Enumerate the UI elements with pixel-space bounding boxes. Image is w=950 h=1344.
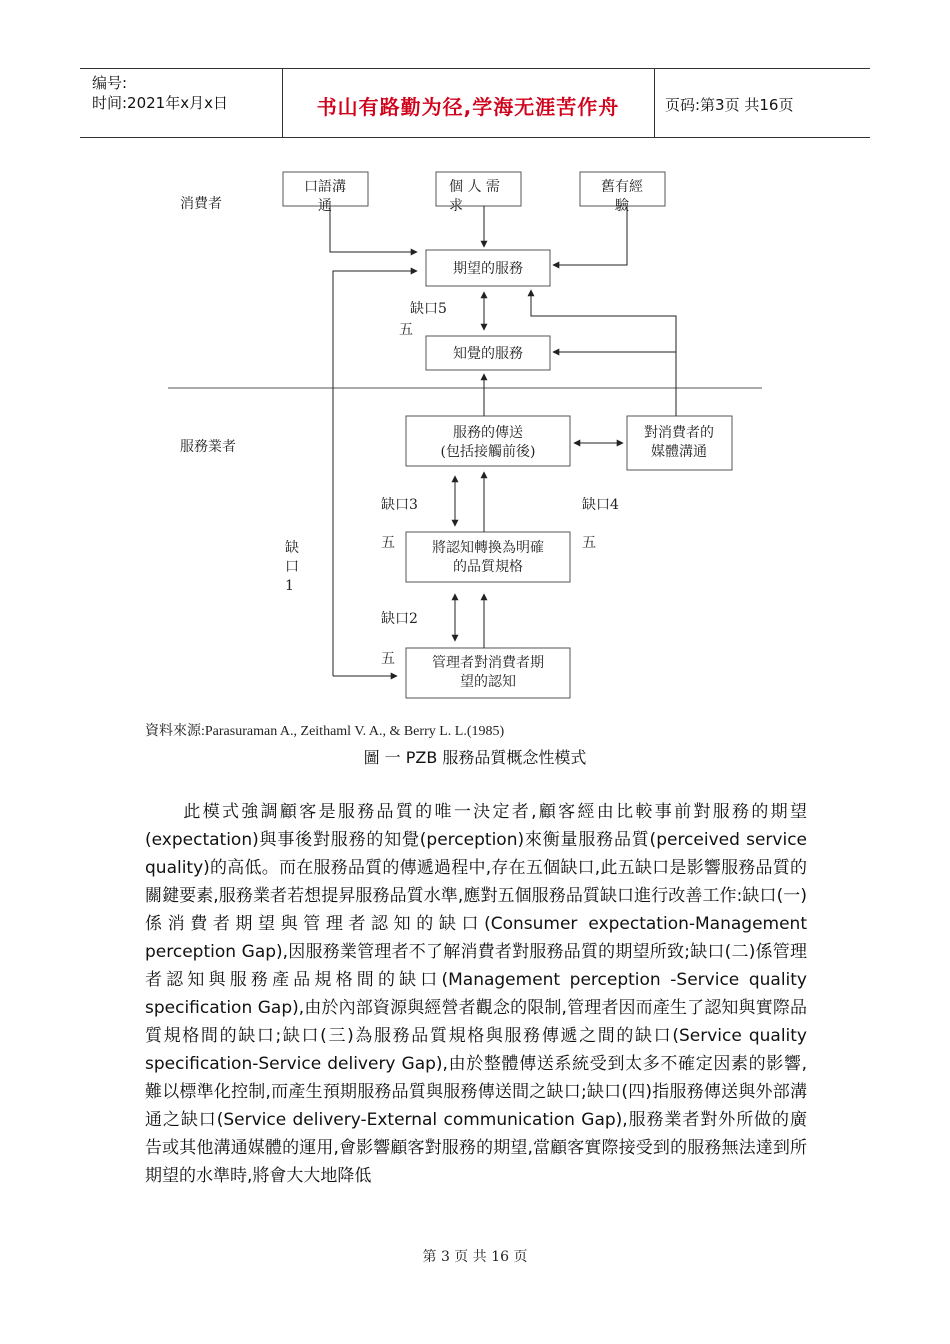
header-meta-cell	[80, 69, 283, 137]
page-header	[80, 68, 870, 138]
date-label: 时间:2021年x月x日	[92, 94, 228, 112]
gap2-sub: 五	[381, 651, 395, 667]
box-delivery-text2: (包括接觸前後)	[440, 444, 536, 460]
figure-title: 圖 一 PZB 服務品質概念性模式	[363, 748, 587, 767]
gap2-label: 缺口2	[381, 611, 418, 627]
arrow-external-perceived	[553, 352, 676, 416]
gap5-sub: 五	[399, 322, 413, 338]
box-delivery-text1: 服務的傳送	[453, 425, 523, 441]
box-past-text2: 驗	[615, 198, 629, 214]
box-wom-text2: 通	[318, 198, 332, 214]
gap4-sub: 五	[582, 535, 596, 551]
box-external-text1: 對消費者的	[644, 425, 714, 441]
box-needs-text1: 個 人 需	[449, 179, 500, 195]
box-needs-text2: 求	[449, 198, 463, 214]
box-specs-text1: 將認知轉換為明確	[432, 540, 544, 556]
gap3-label: 缺口3	[381, 497, 418, 513]
arrow-past	[553, 206, 627, 265]
number-label: 编号:	[92, 74, 128, 92]
header-page-cell	[655, 69, 870, 137]
body-paragraph	[145, 798, 807, 1190]
gap1-char2: 口	[285, 559, 299, 575]
header-motto-cell	[282, 69, 655, 137]
label-consumer: 消費者	[180, 196, 222, 212]
box-perceived-text: 知覺的服務	[453, 346, 523, 362]
gap1-char1: 缺	[285, 540, 299, 556]
gap3-sub: 五	[381, 535, 395, 551]
box-specs-text2: 的品質規格	[453, 559, 523, 575]
gap4-label: 缺口4	[582, 497, 619, 513]
body-paragraph-text: 此模式強調顧客是服務品質的唯一決定者,顧客經由比較事前對服務的期望(expectation)與事後對服務的知覺(perception)來衡量服務品質(perceived service quality)的高低。而在服務品質的傳遞過程中,存在五個缺口,此五缺口是影響服務品質的關鍵要素,服務業者若想提昇服務品質水準,應對五個服務品質缺口進行改善工作:缺口(一)係消費者期望與管理者認知的缺口(Consumer expectation-Management perception Gap),因服務業管理者不了解消費者對服務品質的期望所致;缺口(二)係管理者認知與服務產品規格間的缺口(Management perception -Service quality specification Gap),由於內部資源與經營者觀念的限制,管理者因而產生了認知與實際品質規格間的缺口;缺口(三)為服務品質規格與服務傳遞之間的缺口(Service quality specification-Service delivery Gap),由於整體傳送系統受到太多不確定因素的影響,難以標準化控制,而產生預期服務品質與服務傳送間之缺口;缺口(四)指服務傳送與外部溝通之缺口(Service delivery-External communication Gap),服務業者對外所做的廣告或其他溝通媒體的運用,會影響顧客對服務的期望,當顧客實際接受到的服務無法達到所期望的水準時,將會大大地降低	[145, 802, 807, 1186]
figure-source: 資料來源:Parasuraman A., Zeithaml V. A., & Berry L. L.(1985)	[145, 724, 505, 739]
box-external-text2: 媒體溝通	[651, 444, 707, 460]
box-mgmt-text2: 望的認知	[460, 674, 516, 690]
pzb-diagram	[0, 150, 950, 710]
gap1-char3: 1	[285, 578, 294, 594]
arrow-external-expected	[531, 290, 676, 352]
box-past-text1: 舊有經	[601, 179, 643, 195]
page-footer: 第 3 页 共 16 页	[422, 1249, 528, 1265]
gap5-label: 缺口5	[410, 301, 447, 317]
box-mgmt-text1: 管理者對消費者期	[432, 655, 544, 671]
box-wom-text1: 口語溝	[304, 179, 346, 195]
motto: 书山有路勤为径,学海无涯苦作舟	[316, 95, 620, 119]
page-info: 页码:第3页 共16页	[665, 96, 794, 114]
arrow-wom	[330, 206, 417, 252]
box-expected-text: 期望的服務	[453, 261, 523, 277]
label-provider: 服務業者	[180, 439, 236, 455]
